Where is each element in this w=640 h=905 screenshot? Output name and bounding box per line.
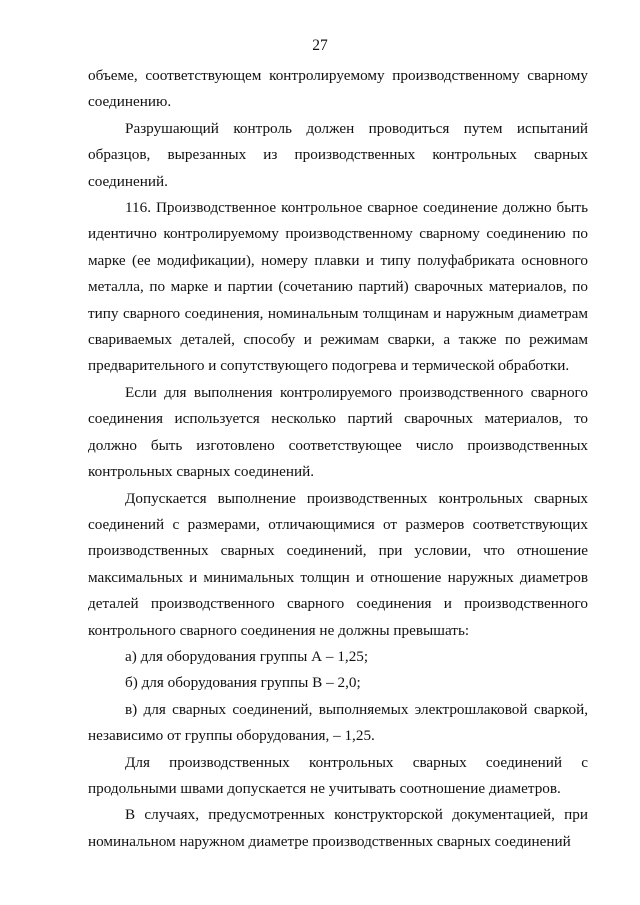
list-item-c: в) для сварных соединений, выполняемых электрошлаковой сваркой, независимо от группы оборудования, – 1,25. [88, 700, 588, 745]
page-number: 27 [312, 37, 328, 54]
paragraph-longitudinal-seams: Для производственных контрольных сварных соединений с продольными швами допускается не учитывать соотношение диаметров. [88, 753, 588, 797]
paragraph-allowed-dimensions: Допускается выполнение производственных контрольных сварных соединений с размерами, отличающимися от размеров соответствующих производственных сварных соединений, при условии, что отношение максимальных и минимальных толщин и отношение наружных диаметров деталей производственного сварного соединения и производственного контрольного сварного соединения не должны превышать: [88, 489, 588, 639]
list-item-b: б) для оборудования группы В – 2,0; [125, 674, 361, 692]
document-body [88, 63, 588, 855]
paragraph-destructive-testing: Разрушающий контроль должен проводиться путем испытаний образцов, вырезанных из производственных контрольных сварных соединений. [88, 119, 588, 190]
paragraph-multiple-batches: Если для выполнения контролируемого производственного сварного соединения используется несколько партий сварочных материалов, то должно быть изготовлено соответствующее число производственных контрольных сварных соединений. [88, 383, 588, 481]
paragraph-design-documentation: В случаях, предусмотренных конструкторской документацией, при номинальном наружном диаметре производственных сварных соединений [88, 806, 588, 850]
list-item-a: а) для оборудования группы А – 1,25; [125, 647, 369, 665]
paragraph-continuation: объеме, соответствующем контролируемому производственному сварному соединению. [88, 67, 588, 111]
paragraph-116: 116. Производственное контрольное сварное соединение должно быть идентично контролируемому производственному сварному соединению по марке (ее модификации), номеру плавки и типу полуфабриката основного металла, по марке и партии (сочетанию партий) сварочных материалов, по типу сварного соединения, номинальным толщинам и наружным диаметрам свариваемых деталей, способу и режимам сварки, а также по режимам предварительного и сопутствующего подогрева и термической обработки. [88, 199, 588, 375]
